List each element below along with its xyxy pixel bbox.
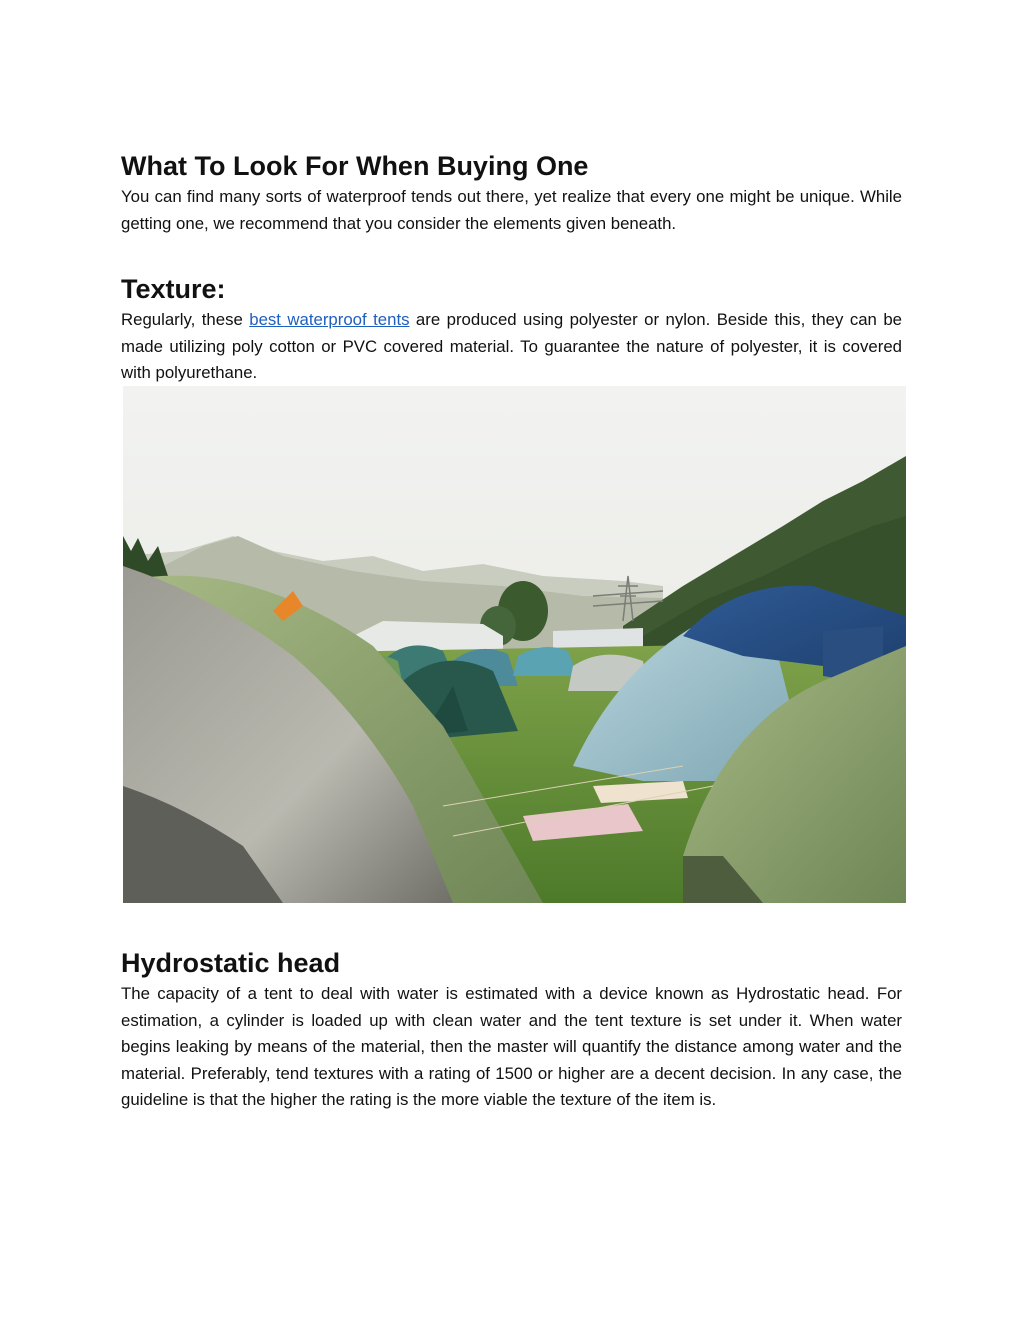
texture-text-after-link: are produced using polyester or nylon. Beside this, they can be made utilizing poly cotton or PVC covered material. To guarantee the nature of polyester, it is covered with polyurethane. (121, 310, 902, 382)
document-body (121, 150, 902, 387)
hydrostatic-section (121, 947, 902, 1114)
section-paragraph-hydrostatic: The capacity of a tent to deal with water is estimated with a device known as Hydrostatic head. For estimation, a cylinder is loaded up with clean water and the tent texture is set under it. When water begins leaking by means of the material, then the master will quantify the distance among water and the material. Preferably, tend textures with a rating of 1500 or higher are a decent decision. In any case, the guideline is that the higher the rating is the more viable the texture of the item is. (121, 984, 902, 1109)
section-paragraph-texture (121, 307, 902, 387)
section-heading-buying: What To Look For When Buying One (121, 151, 589, 181)
texture-text-before-link: Regularly, these (121, 310, 250, 329)
section-heading-texture: Texture: (121, 274, 226, 304)
section-paragraph-buying: You can find many sorts of waterproof tends out there, yet realize that every one might be unique. While getting one, we recommend that you consider the elements given beneath. (121, 187, 902, 233)
best-waterproof-tents-link[interactable]: best waterproof tents (249, 310, 410, 329)
campsite-tents-photo (123, 386, 906, 903)
section-heading-hydrostatic: Hydrostatic head (121, 948, 341, 978)
